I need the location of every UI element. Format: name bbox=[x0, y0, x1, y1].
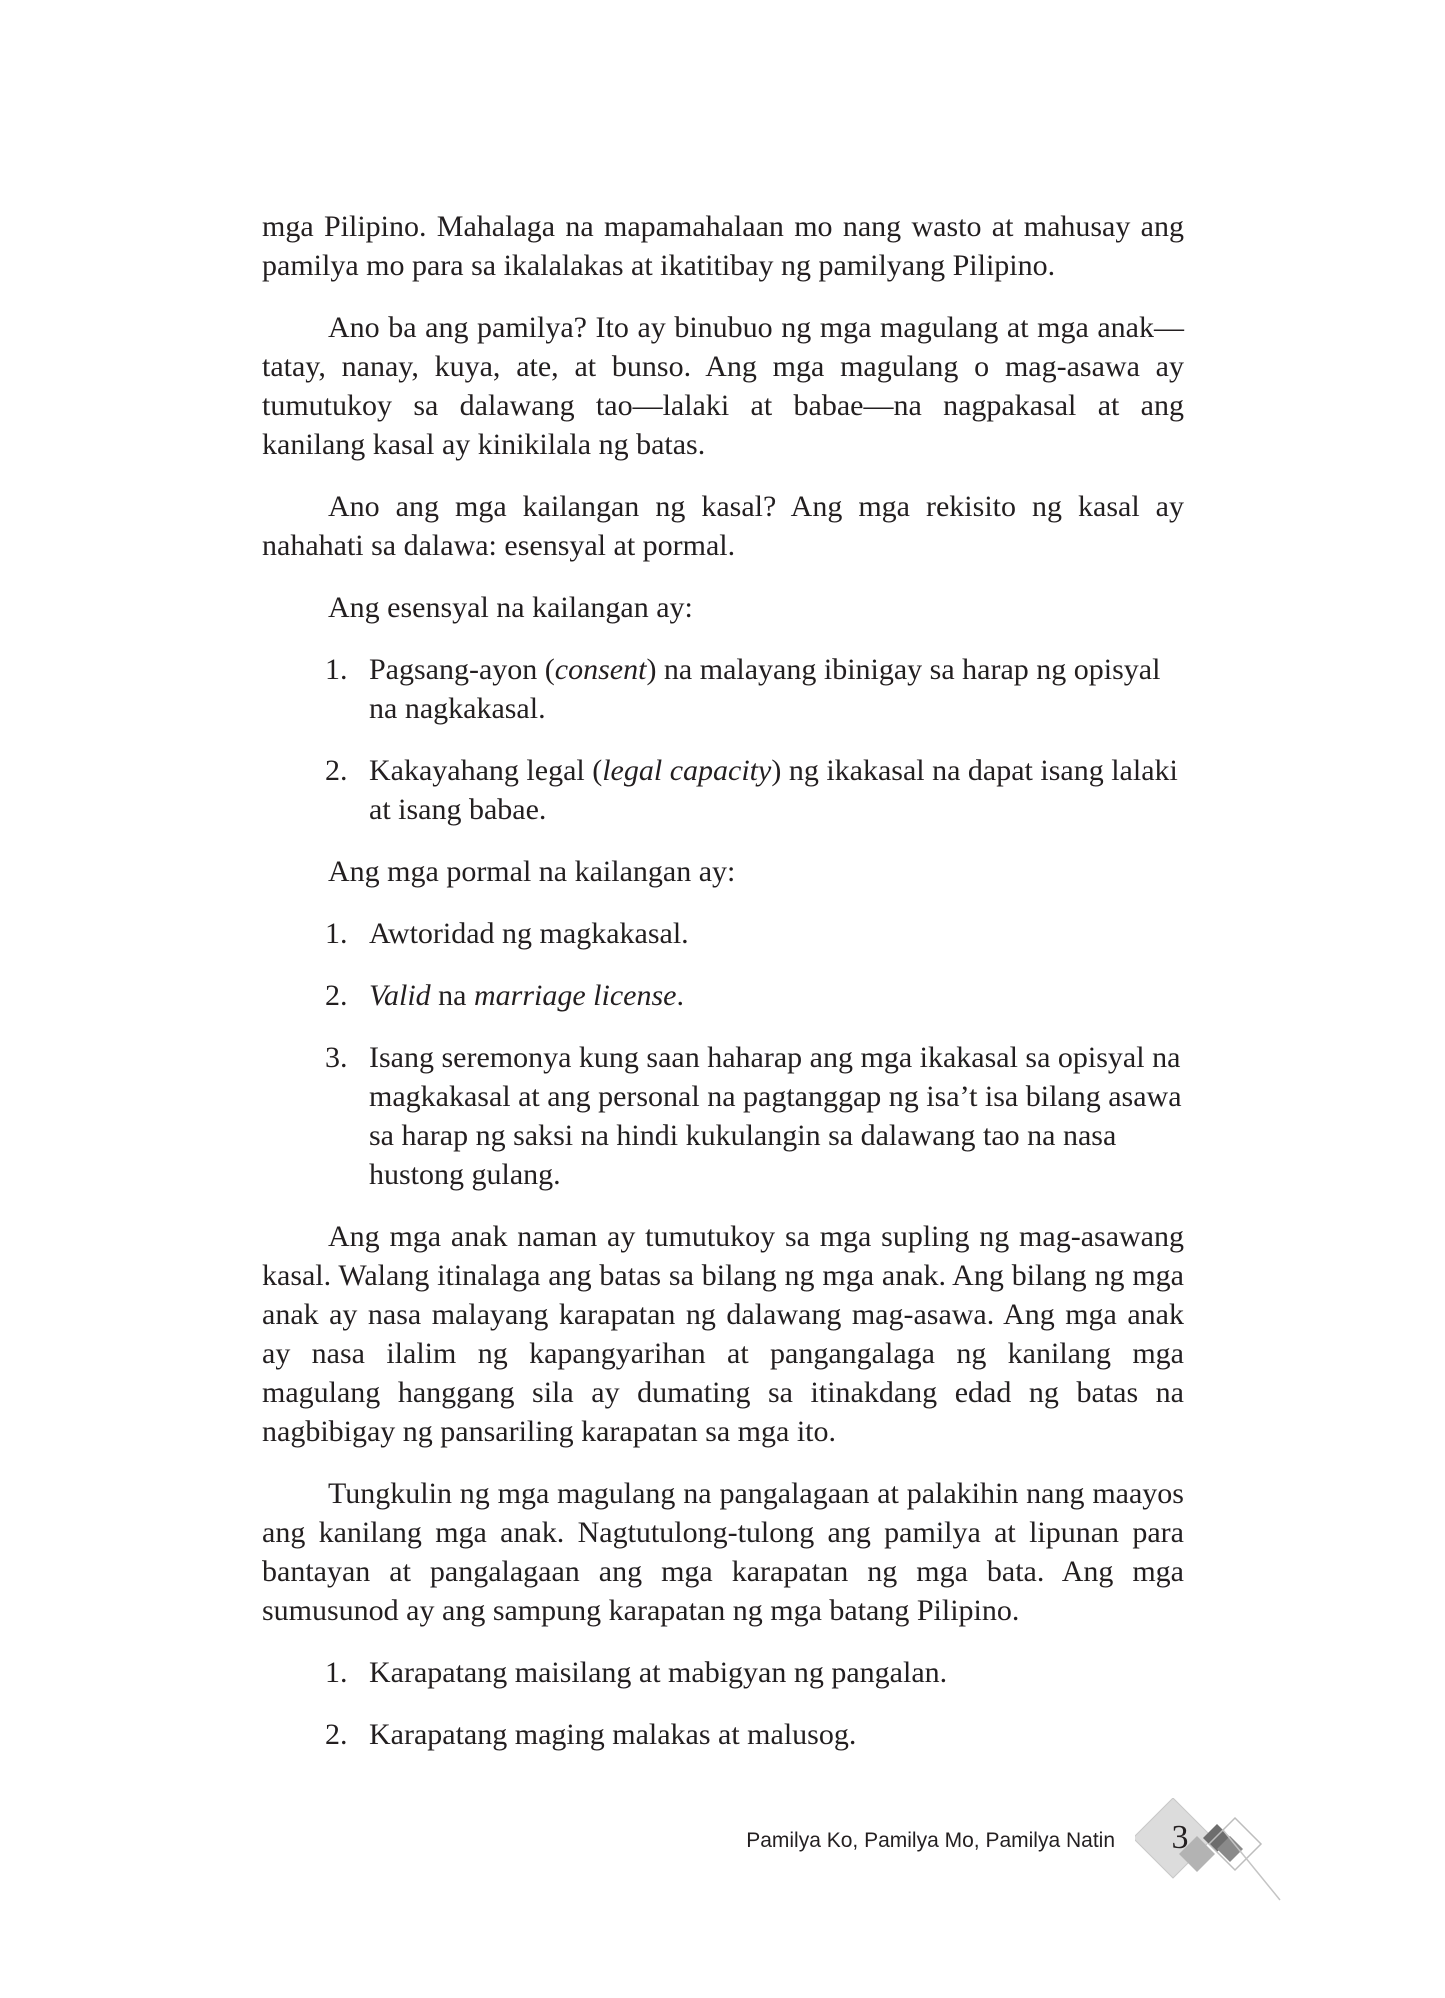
list-number: 2. bbox=[325, 979, 348, 1012]
list-item bbox=[262, 650, 1184, 728]
paragraph-pamilya: Ano ba ang pamilya? Ito ay binubuo ng mga magulang at mga anak—tatay, nanay, kuya, ate, at bunso. Ang mga magulang o mag-asawa ay tumutukoy sa dalawang tao—lalaki at babae—na nagpakasal at ang kanilang kasal ay kinikilala ng batas. bbox=[262, 311, 1184, 461]
paragraph-tungkulin: Tungkulin ng mga magulang na pangalagaan at palakihin nang maayos ang kanilang mga anak. Nagtutulong-tulong ang pamilya at lipunan para bantayan at pangalagaan ang mga karapatan ng mga bata. Ang mga sumusunod ay ang sampung karapatan ng mga batang Pilipino. bbox=[262, 1477, 1184, 1627]
list-number: 2. bbox=[325, 1718, 348, 1751]
page-body bbox=[262, 207, 1184, 1777]
list-text: Isang seremonya kung saan haharap ang mga ikakasal sa opisyal na magkakasal at ang personal na pagtanggap ng isa’t isa bilang asawa sa harap ng saksi na hindi kukulangin sa dalawang tao na nasa hustong gulang. bbox=[369, 1041, 1182, 1191]
list-item bbox=[262, 751, 1184, 829]
list-text-before: Pagsang-ayon ( bbox=[369, 653, 555, 686]
list-text-after: ) ng ikakasal na dapat isang lalaki at isang babae. bbox=[369, 754, 1178, 826]
list-item bbox=[262, 1653, 1184, 1692]
esensyal-list bbox=[262, 650, 1184, 829]
list-term: Valid bbox=[369, 979, 431, 1012]
list-number: 1. bbox=[325, 1656, 348, 1689]
list-text-before: Kakayahang legal ( bbox=[369, 754, 603, 787]
list-number: 2. bbox=[325, 754, 348, 787]
list-term: marriage license bbox=[474, 979, 677, 1012]
list-item bbox=[262, 1038, 1184, 1194]
list-item bbox=[262, 976, 1184, 1015]
diamond-tail-line bbox=[1223, 1830, 1280, 1900]
list-text: Karapatang maging malakas at malusog. bbox=[369, 1718, 857, 1751]
footer-book-title: Pamilya Ko, Pamilya Mo, Pamilya Natin bbox=[746, 1829, 1115, 1852]
list-text: Awtoridad ng magkakasal. bbox=[369, 917, 689, 950]
list-item bbox=[262, 914, 1184, 953]
list-term: legal capacity bbox=[602, 754, 772, 787]
list-text-end: . bbox=[676, 979, 684, 1012]
paragraph-kasal: Ano ang mga kailangan ng kasal? Ang mga rekisito ng kasal ay nahahati sa dalawa: esensyal at pormal. bbox=[262, 490, 1184, 562]
list-text-after: ) na malayang ibinigay sa harap ng opisyal na nagkakasal. bbox=[369, 653, 1161, 725]
karapatan-list bbox=[262, 1653, 1184, 1754]
list-term: consent bbox=[554, 653, 647, 686]
page-number: 3 bbox=[1171, 1819, 1189, 1856]
paragraph-anak: Ang mga anak naman ay tumutukoy sa mga supling ng mag-asawang kasal. Walang itinalaga ang batas sa bilang ng mga anak. Ang bilang ng mga anak ay nasa malayang karapatan ng dalawang mag-asawa. Ang mga anak ay nasa ilalim ng kapangyarihan at pangangalaga ng kanilang mga magulang hanggang sila ay dumating sa itinakdang edad ng batas na nagbibigay ng pansariling karapatan sa mga ito. bbox=[262, 1220, 1184, 1448]
pormal-list bbox=[262, 914, 1184, 1194]
list-number: 3. bbox=[325, 1041, 348, 1074]
pormal-lead: Ang mga pormal na kailangan ay: bbox=[328, 855, 736, 888]
list-item bbox=[262, 1715, 1184, 1754]
paragraph-intro: mga Pilipino. Mahalaga na mapamahalaan mo nang wasto at mahusay ang pamilya mo para sa ikalalakas at ikatitibay ng pamilyang Pilipino. bbox=[262, 210, 1184, 282]
esensyal-lead: Ang esensyal na kailangan ay: bbox=[328, 591, 693, 624]
list-number: 1. bbox=[325, 917, 348, 950]
list-number: 1. bbox=[325, 653, 348, 686]
list-text-mid: na bbox=[430, 979, 474, 1012]
list-text: Karapatang maisilang at mabigyan ng pangalan. bbox=[369, 1656, 948, 1689]
